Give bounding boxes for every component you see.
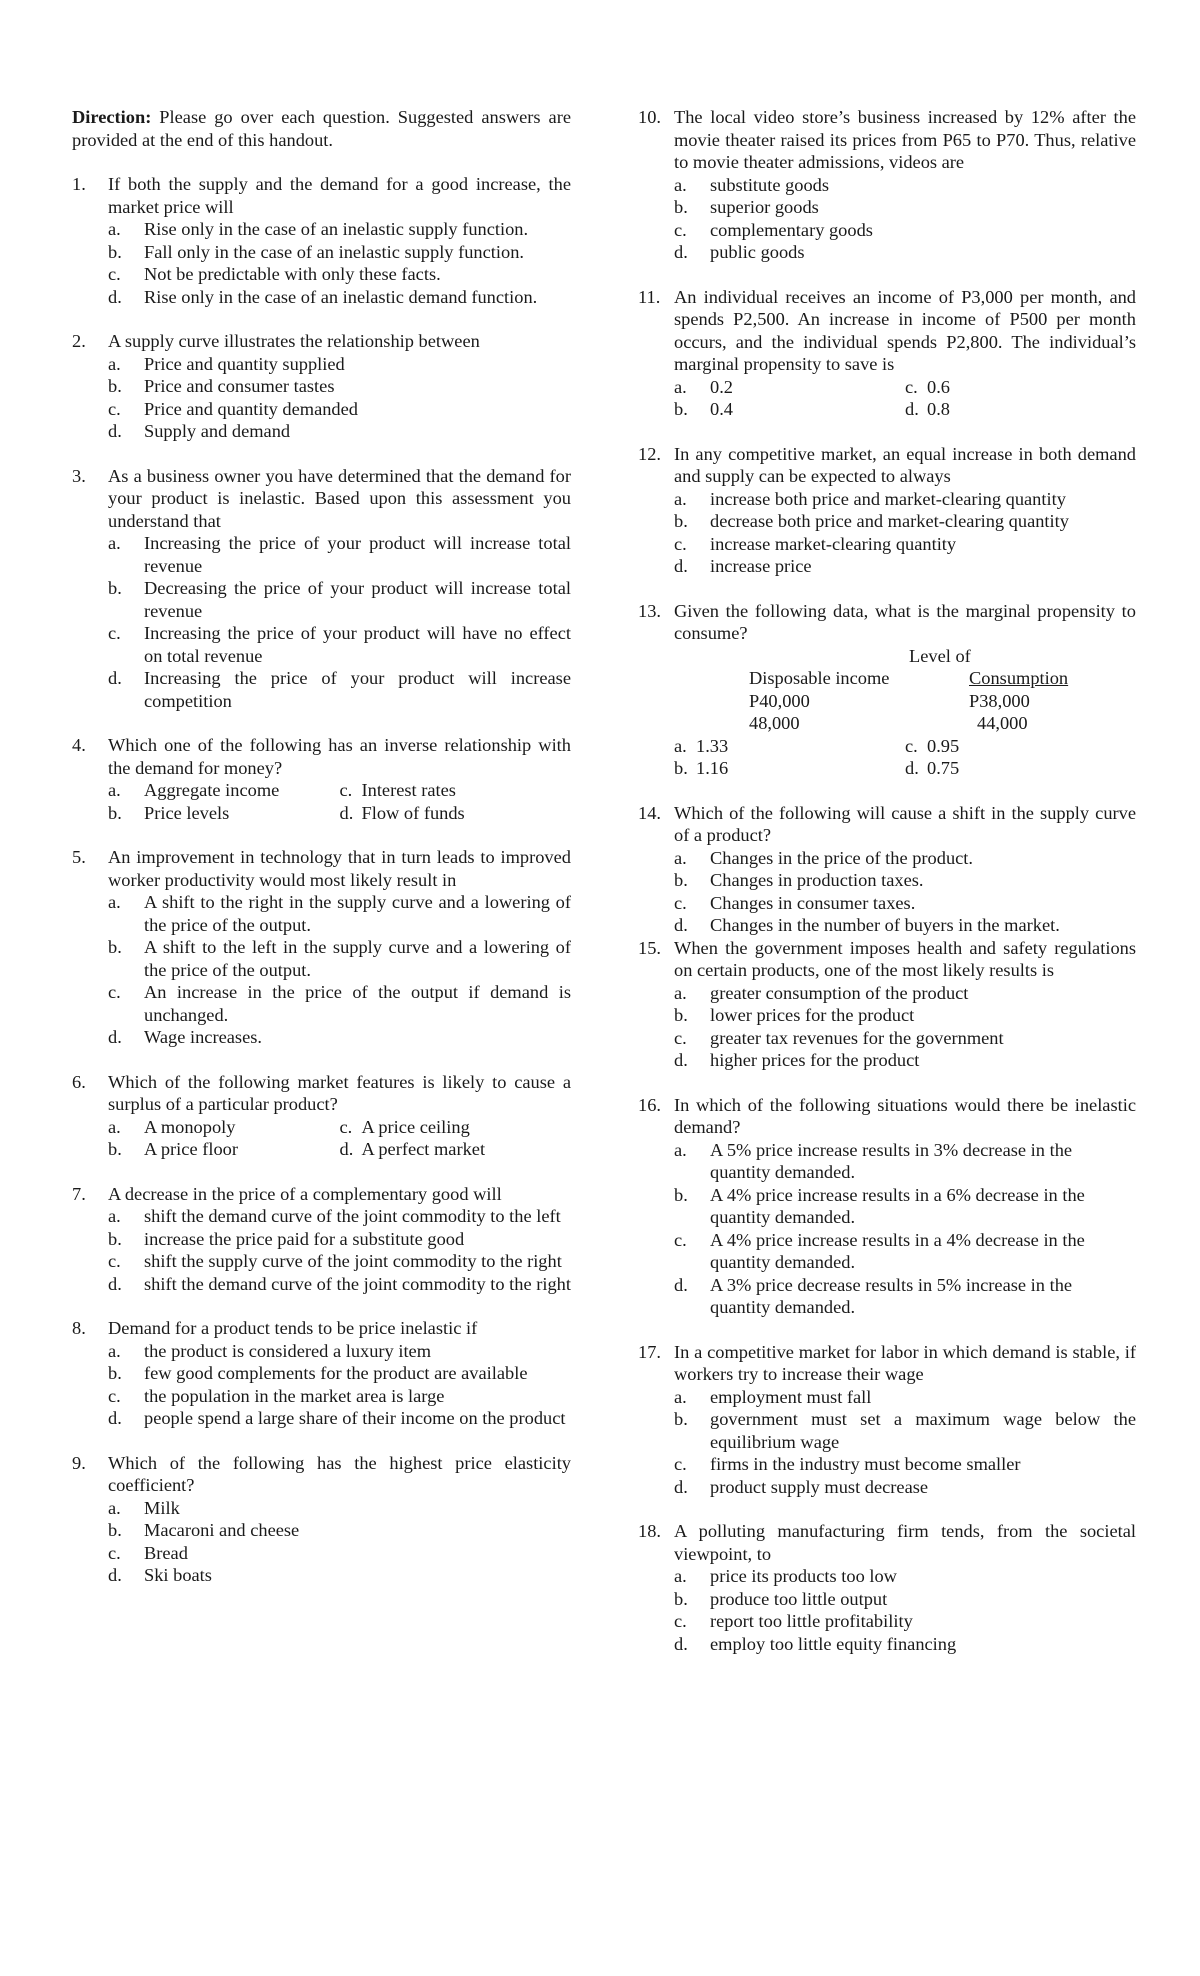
option-text: government must set a maximum wage below the equilibrium wage: [710, 1409, 1136, 1452]
option-letter: c.: [674, 533, 687, 554]
option-letter: d.: [674, 1050, 688, 1070]
option-letter: d.: [108, 286, 122, 307]
question-text: As a business owner you have determined that the demand for your product is inelastic. Based upon this assessment you understand that: [108, 465, 571, 531]
table-cell: P40,000: [749, 690, 810, 711]
option-letter: b.: [674, 399, 688, 419]
option-d: [108, 667, 571, 712]
question-9: [72, 1452, 571, 1587]
option-text: A shift to the left in the supply curve and a lowering of the price of the output.: [144, 937, 571, 980]
option-text: A 3% price decrease results in 5% increase in the quantity demanded.: [710, 1274, 1073, 1317]
option-text: A price floor: [144, 1139, 238, 1159]
option-letter: b.: [674, 1409, 688, 1429]
question-text: When the government imposes health and safety regulations on certain products, one of the most likely results is: [674, 937, 1136, 980]
option-text: Wage increases.: [144, 1027, 262, 1047]
question-16: [638, 1094, 1136, 1319]
question-3: [72, 465, 571, 713]
option-letter: c.: [339, 780, 353, 800]
table-row: [674, 712, 1136, 735]
question-8: [72, 1317, 571, 1430]
option-b: [674, 1004, 1136, 1027]
option-letter: d.: [905, 758, 919, 778]
option-text: A 4% price increase results in a 4% decrease in the quantity demanded.: [710, 1229, 1085, 1272]
option-b: [674, 869, 1136, 892]
option-letter: c.: [905, 376, 918, 397]
option-text: produce too little output: [710, 1588, 888, 1609]
table-cell: P38,000: [969, 690, 1030, 711]
direction-label: Direction:: [72, 107, 152, 127]
question-number: 3.: [72, 465, 86, 486]
question-number: 7.: [72, 1183, 86, 1204]
question-15: [638, 937, 1136, 1072]
option-b: [674, 1408, 1136, 1453]
option-letter: b.: [674, 758, 688, 778]
option-letter: c.: [674, 1027, 687, 1048]
question-4: [72, 734, 571, 824]
option-text: greater consumption of the product: [710, 982, 969, 1003]
option-text: Ski boats: [144, 1565, 212, 1585]
option-letter: d.: [674, 1476, 688, 1497]
option-letter: c.: [339, 1116, 353, 1137]
option-text: Rise only in the case of an inelastic supply function.: [144, 219, 529, 239]
option-row: [108, 779, 571, 802]
option-letter: b.: [108, 802, 122, 823]
option-text: decrease both price and market-clearing quantity: [710, 511, 1069, 531]
question-number: 1.: [72, 174, 86, 194]
table-header-consumption: Consumption: [969, 668, 1069, 688]
option-letter: a.: [674, 488, 687, 509]
option-letter: a.: [674, 1566, 687, 1586]
option-text: public goods: [710, 242, 805, 262]
option-c: [674, 892, 1136, 915]
option-text: increase market-clearing quantity: [710, 533, 957, 554]
option-text: increase price: [710, 556, 812, 576]
question-text: If both the supply and the demand for a good increase, the market price will: [108, 174, 571, 217]
option-letter: d.: [905, 399, 919, 419]
option-d: [674, 555, 1136, 578]
option-text: Interest rates: [361, 780, 456, 800]
option-c: [108, 1385, 571, 1408]
option-row: [108, 1138, 571, 1161]
option-text: Bread: [144, 1542, 188, 1563]
option-text: Price and quantity supplied: [144, 353, 345, 374]
question-text: In which of the following situations would there be inelastic demand?: [674, 1094, 1136, 1137]
option-text: Changes in consumer taxes.: [710, 892, 916, 913]
question-number: 4.: [72, 735, 86, 755]
question-text: Which of the following has the highest price elasticity coefficient?: [108, 1452, 571, 1495]
right-column: [638, 106, 1136, 1677]
option-text: 1.33: [696, 735, 729, 756]
option-letter: a.: [674, 847, 687, 868]
option-letter: c.: [674, 892, 687, 913]
table-cell: 48,000: [749, 713, 800, 733]
direction-text: Please go over each question. Suggested answers are provided at the end of this handout.: [72, 107, 571, 150]
option-letter: a.: [108, 1340, 121, 1361]
option-text: A 5% price increase results in 3% decrease in the quantity demanded.: [710, 1139, 1073, 1182]
option-b: [108, 375, 571, 398]
option-a: [108, 532, 571, 577]
question-number: 15.: [638, 937, 661, 958]
option-d: [674, 1476, 1136, 1499]
question-number: 8.: [72, 1318, 86, 1338]
option-d: [674, 1633, 1136, 1656]
option-a: [108, 218, 571, 241]
option-letter: d.: [108, 668, 122, 688]
question-6: [72, 1071, 571, 1161]
option-text: lower prices for the product: [710, 1005, 915, 1025]
option-c: [108, 398, 571, 421]
option-text: increase the price paid for a substitute good: [144, 1228, 465, 1249]
option-text: Flow of funds: [361, 802, 465, 823]
question-17: [638, 1341, 1136, 1499]
option-c: [674, 1610, 1136, 1633]
option-d: [108, 420, 571, 443]
option-text: A 4% price increase results in a 6% decrease in the quantity demanded.: [710, 1184, 1085, 1227]
question-text: A supply curve illustrates the relationship between: [108, 331, 480, 351]
option-text: Changes in production taxes.: [710, 870, 924, 890]
option-text: increase both price and market-clearing quantity: [710, 488, 1066, 509]
option-b: [108, 1228, 571, 1251]
option-c: [674, 1229, 1136, 1274]
option-text: Aggregate income: [144, 780, 280, 800]
option-letter: d.: [108, 1408, 122, 1428]
option-a: [674, 1565, 1136, 1588]
question-number: 6.: [72, 1071, 86, 1092]
option-letter: b.: [674, 1005, 688, 1025]
option-d: [674, 914, 1136, 937]
option-letter: b.: [674, 1184, 688, 1205]
option-d: [108, 1407, 571, 1430]
option-text: Supply and demand: [144, 421, 291, 441]
option-d: [674, 1274, 1136, 1319]
question-number: 2.: [72, 331, 86, 351]
option-text: price its products too low: [710, 1566, 897, 1586]
option-letter: c.: [108, 398, 121, 419]
option-letter: c.: [108, 1542, 121, 1563]
option-text: people spend a large share of their income on the product: [144, 1408, 566, 1428]
option-text: 0.8: [927, 399, 950, 419]
option-text: Price levels: [144, 802, 230, 823]
question-text: The local video store’s business increased by 12% after the movie theater raised its prices from P65 to P70. Thus, relative to movie theater admissions, videos are: [674, 107, 1136, 172]
option-a: [108, 1340, 571, 1363]
option-c: [108, 1542, 571, 1565]
option-letter: a.: [674, 174, 687, 195]
option-text: 0.75: [927, 758, 960, 778]
option-text: Milk: [144, 1497, 180, 1518]
question-text: Which of the following will cause a shift in the supply curve of a product?: [674, 802, 1136, 845]
option-letter: d.: [108, 421, 122, 441]
option-text: substitute goods: [710, 174, 830, 195]
option-text: higher prices for the product: [710, 1050, 920, 1070]
option-a: [674, 1386, 1136, 1409]
option-b: [108, 936, 571, 981]
option-b: [108, 1362, 571, 1385]
option-a: [674, 174, 1136, 197]
question-text: An improvement in technology that in turn leads to improved worker productivity would most likely result in: [108, 847, 571, 890]
option-letter: d.: [108, 1273, 122, 1294]
option-text: A monopoly: [144, 1116, 236, 1137]
option-text: the population in the market area is large: [144, 1385, 445, 1406]
option-letter: b.: [108, 1363, 122, 1383]
option-letter: b.: [108, 1228, 122, 1249]
option-a: [674, 982, 1136, 1005]
option-text: 0.6: [927, 376, 950, 397]
option-letter: a.: [674, 1139, 687, 1160]
option-letter: d.: [108, 1565, 122, 1585]
option-b: [674, 510, 1136, 533]
question-text: A decrease in the price of a complementary good will: [108, 1183, 502, 1204]
option-letter: c.: [905, 735, 918, 756]
option-text: superior goods: [710, 197, 819, 217]
table-header-level: Level of: [909, 645, 971, 666]
option-d: [674, 241, 1136, 264]
option-text: greater tax revenues for the government: [710, 1027, 1004, 1048]
option-text: Fall only in the case of an inelastic supply function.: [144, 241, 524, 262]
option-b: [674, 1184, 1136, 1229]
left-column: [72, 106, 571, 1609]
option-letter: a.: [108, 780, 121, 800]
question-11: [638, 286, 1136, 421]
option-letter: b.: [674, 197, 688, 217]
option-letter: a.: [108, 1116, 121, 1137]
question-text: Given the following data, what is the marginal propensity to consume?: [674, 600, 1136, 643]
option-letter: b.: [108, 937, 122, 957]
option-letter: b.: [108, 241, 122, 262]
option-text: 0.4: [710, 399, 733, 419]
option-letter: a.: [108, 892, 121, 912]
option-letter: b.: [674, 870, 688, 890]
option-text: employment must fall: [710, 1386, 872, 1407]
option-text: Increasing the price of your product will increase competition: [144, 668, 571, 711]
option-c: [108, 263, 571, 286]
question-text: A polluting manufacturing firm tends, from the societal viewpoint, to: [674, 1521, 1136, 1564]
option-a: [674, 1139, 1136, 1184]
option-letter: d.: [674, 1274, 688, 1295]
table-cell: 44,000: [977, 713, 1028, 733]
question-18: [638, 1520, 1136, 1655]
option-a: [674, 847, 1136, 870]
direction-paragraph: [72, 106, 571, 151]
option-text: An increase in the price of the output if demand is unchanged.: [144, 982, 571, 1025]
option-a: [108, 353, 571, 376]
question-text: Demand for a product tends to be price inelastic if: [108, 1318, 478, 1338]
option-text: 1.16: [696, 758, 729, 778]
option-letter: b.: [674, 511, 688, 531]
option-text: shift the demand curve of the joint commodity to the left: [144, 1206, 561, 1226]
option-text: Increasing the price of your product will have no effect on total revenue: [144, 623, 571, 666]
option-letter: c.: [674, 1454, 687, 1474]
option-letter: d.: [339, 802, 354, 823]
option-b: [108, 1519, 571, 1542]
option-letter: c.: [108, 982, 121, 1002]
option-text: shift the demand curve of the joint commodity to the right: [144, 1273, 571, 1294]
option-letter: d.: [674, 915, 688, 935]
option-d: [674, 1049, 1136, 1072]
option-text: Increasing the price of your product will increase total revenue: [144, 533, 571, 576]
option-text: Decreasing the price of your product will increase total revenue: [144, 578, 571, 621]
option-letter: b.: [108, 1139, 122, 1159]
question-number: 10.: [638, 107, 661, 127]
question-text: In any competitive market, an equal increase in both demand and supply can be expected to always: [674, 443, 1136, 486]
option-text: firms in the industry must become smaller: [710, 1454, 1021, 1474]
question-10: [638, 106, 1136, 264]
option-a: [108, 1497, 571, 1520]
option-text: Changes in the number of buyers in the market.: [710, 915, 1060, 935]
option-row: [674, 398, 1136, 421]
option-c: [674, 1027, 1136, 1050]
option-row: [108, 1116, 571, 1139]
option-b: [108, 241, 571, 264]
option-letter: a.: [108, 353, 121, 374]
question-number: 12.: [638, 443, 661, 464]
question-number: 18.: [638, 1521, 661, 1541]
option-c: [108, 622, 571, 667]
option-letter: a.: [674, 376, 687, 397]
option-letter: c.: [674, 219, 687, 240]
question-number: 11.: [638, 286, 661, 307]
option-text: Changes in the price of the product.: [710, 847, 974, 868]
option-text: 0.95: [927, 735, 960, 756]
option-letter: d.: [674, 556, 688, 576]
option-letter: d.: [339, 1139, 354, 1159]
option-letter: b.: [108, 1520, 122, 1540]
option-a: [674, 488, 1136, 511]
question-number: 16.: [638, 1094, 661, 1115]
question-1: [72, 173, 571, 308]
question-number: 13.: [638, 600, 661, 621]
option-letter: d.: [674, 242, 688, 262]
option-letter: a.: [674, 982, 687, 1003]
option-text: few good complements for the product are available: [144, 1363, 528, 1383]
option-text: Macaroni and cheese: [144, 1520, 300, 1540]
option-text: Not be predictable with only these facts.: [144, 264, 441, 284]
question-2: [72, 330, 571, 443]
option-text: A price ceiling: [361, 1116, 470, 1137]
option-text: Price and consumer tastes: [144, 376, 335, 396]
option-d: [108, 1273, 571, 1296]
question-number: 17.: [638, 1341, 661, 1362]
option-row: [674, 757, 1136, 780]
option-text: Rise only in the case of an inelastic demand function.: [144, 286, 538, 307]
option-d: [108, 1564, 571, 1587]
option-letter: b.: [108, 376, 122, 396]
option-letter: d.: [108, 1027, 122, 1047]
option-letter: d.: [674, 1633, 688, 1654]
option-letter: c.: [108, 623, 121, 643]
option-c: [674, 219, 1136, 242]
option-row: [108, 802, 571, 825]
question-number: 14.: [638, 802, 661, 823]
option-text: Price and quantity demanded: [144, 398, 358, 419]
question-text: Which one of the following has an inverse relationship with the demand for money?: [108, 735, 571, 778]
option-letter: c.: [108, 1385, 121, 1406]
option-letter: c.: [674, 1611, 687, 1631]
option-text: employ too little equity financing: [710, 1633, 957, 1654]
option-text: 0.2: [710, 376, 733, 397]
option-letter: c.: [674, 1229, 687, 1250]
option-a: [108, 1205, 571, 1228]
table-row: [674, 690, 1136, 713]
option-a: [108, 891, 571, 936]
question-text: An individual receives an income of P3,000 per month, and spends P2,500. An increase in income of P500 per month occurs, and the individual spends P2,800. The individual’s marginal propensity to save is: [674, 286, 1136, 374]
option-text: product supply must decrease: [710, 1476, 929, 1497]
option-b: [108, 577, 571, 622]
question-text: In a competitive market for labor in which demand is stable, if workers try to increase their wage: [674, 1341, 1136, 1384]
question-12: [638, 443, 1136, 578]
option-text: complementary goods: [710, 219, 873, 240]
option-letter: c.: [108, 1251, 121, 1271]
option-c: [108, 1250, 571, 1273]
option-letter: c.: [108, 264, 121, 284]
option-row: [674, 376, 1136, 399]
option-b: [674, 196, 1136, 219]
option-letter: a.: [108, 1206, 121, 1226]
option-c: [674, 533, 1136, 556]
option-letter: b.: [108, 578, 122, 598]
question-7: [72, 1183, 571, 1296]
option-row: [674, 735, 1136, 758]
option-text: shift the supply curve of the joint commodity to the right: [144, 1251, 562, 1271]
option-c: [674, 1453, 1136, 1476]
question-number: 5.: [72, 847, 86, 867]
option-text: A shift to the right in the supply curve and a lowering of the price of the output.: [144, 892, 571, 935]
option-letter: a.: [108, 1497, 121, 1518]
option-d: [108, 286, 571, 309]
question-13: [638, 600, 1136, 780]
option-d: [108, 1026, 571, 1049]
question-14: [638, 802, 1136, 937]
option-b: [674, 1588, 1136, 1611]
option-letter: a.: [108, 219, 121, 239]
option-letter: a.: [674, 1386, 687, 1407]
option-text: report too little profitability: [710, 1611, 913, 1631]
table-header-income: Disposable income: [749, 668, 890, 688]
option-letter: a.: [108, 533, 121, 553]
data-table: [674, 645, 1136, 735]
option-letter: a.: [674, 735, 687, 756]
option-text: A perfect market: [361, 1139, 486, 1159]
option-letter: b.: [674, 1588, 688, 1609]
question-number: 9.: [72, 1452, 86, 1473]
question-5: [72, 846, 571, 1049]
option-text: the product is considered a luxury item: [144, 1340, 432, 1361]
option-c: [108, 981, 571, 1026]
question-text: Which of the following market features is likely to cause a surplus of a particular product?: [108, 1071, 571, 1114]
